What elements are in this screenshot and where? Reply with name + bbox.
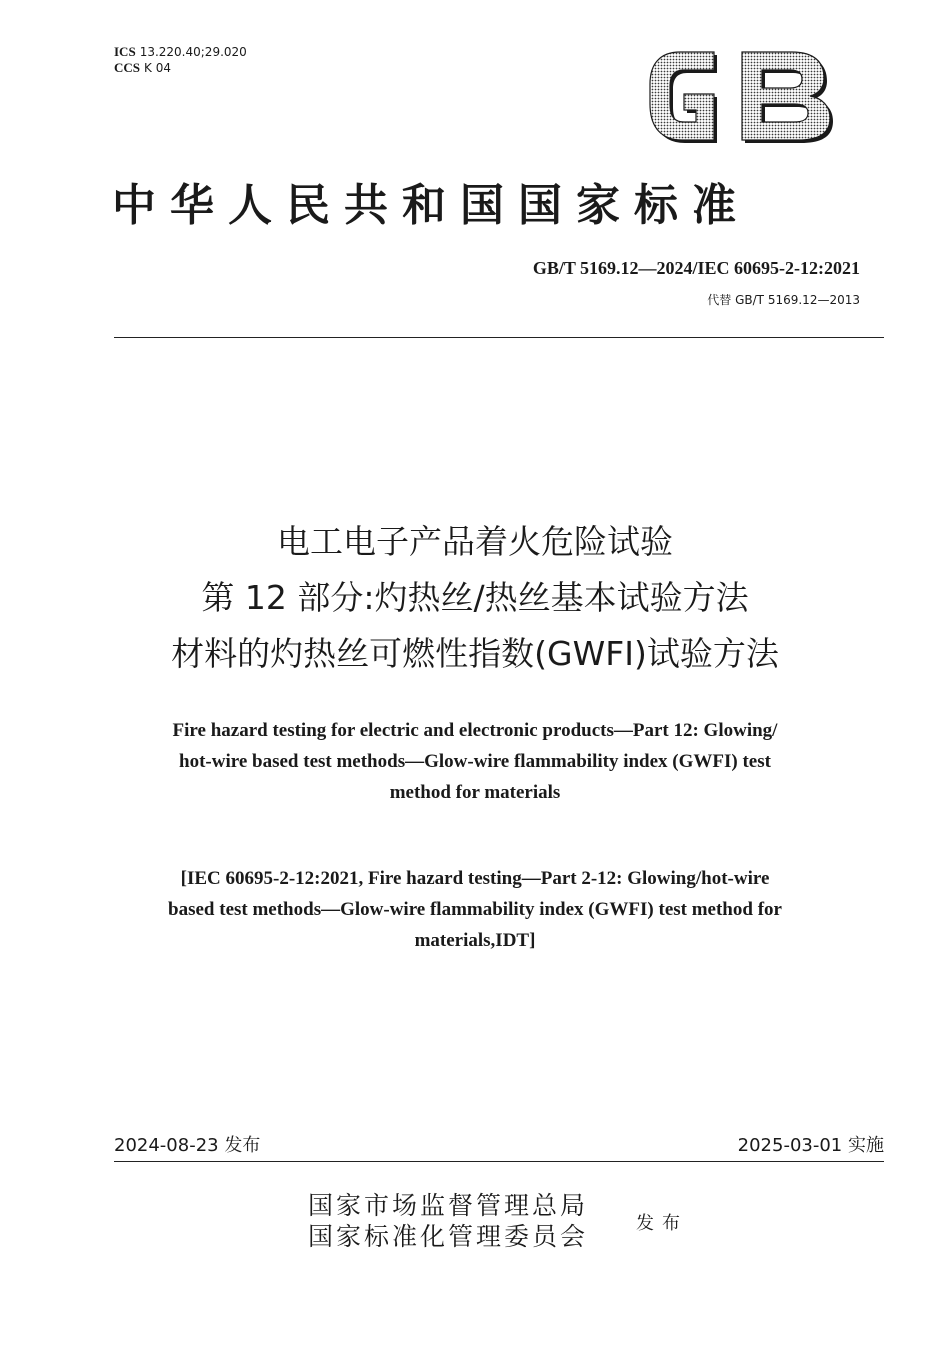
classification-codes xyxy=(114,44,247,76)
iec-reference-line-2: based test methods—Glow-wire flammability index (GWFI) test method for xyxy=(168,899,782,920)
issue-date: 2024-08-23 发布 xyxy=(114,1135,261,1156)
publish-label: 发布 xyxy=(636,1213,688,1234)
iec-reference xyxy=(60,863,890,956)
standard-number: GB/T 5169.12—2024/IEC 60695-2-12:2021 xyxy=(532,258,860,278)
iec-reference-line-3: materials,IDT] xyxy=(414,930,536,951)
chinese-title-line-3: 材料的灼热丝可燃性指数(GWFI)试验方法 xyxy=(171,634,779,673)
implementation-date: 2025-03-01 实施 xyxy=(737,1135,884,1156)
english-title xyxy=(60,715,890,808)
ics-value: 13.220.40;29.020 xyxy=(139,45,247,59)
date-row xyxy=(114,1131,884,1157)
issuer-samr: 国家市场监督管理总局 xyxy=(308,1191,589,1220)
english-title-line-3: method for materials xyxy=(389,782,561,803)
ccs-value: K 04 xyxy=(144,61,171,75)
issuer-sac: 国家标准化管理委员会 xyxy=(308,1222,589,1251)
ics-label: ICS xyxy=(114,44,136,59)
top-divider xyxy=(114,337,884,338)
english-title-line-2: hot-wire based test methods—Glow-wire flammability index (GWFI) test xyxy=(179,751,771,772)
national-standard-heading: 中华人民共和国国家标准 xyxy=(112,180,750,231)
ccs-label: CCS xyxy=(114,60,141,75)
replaces-standard: 代替 GB/T 5169.12—2013 xyxy=(707,293,860,307)
ics-line xyxy=(114,44,247,60)
chinese-title-line-2: 第 12 部分:灼热丝/热丝基本试验方法 xyxy=(201,578,749,617)
gb-logo xyxy=(642,46,838,150)
bottom-divider xyxy=(114,1161,884,1162)
iec-reference-line-1: [IEC 60695-2-12:2021, Fire hazard testing—Part 2-12: Glowing/hot-wire xyxy=(180,868,770,889)
chinese-title-line-1: 电工电子产品着火危险试验 xyxy=(277,522,673,561)
english-title-line-1: Fire hazard testing for electric and electronic products—Part 12: Glowing/ xyxy=(172,720,778,741)
chinese-title xyxy=(60,514,890,682)
ccs-line xyxy=(114,60,247,76)
issuing-authorities xyxy=(308,1190,588,1252)
